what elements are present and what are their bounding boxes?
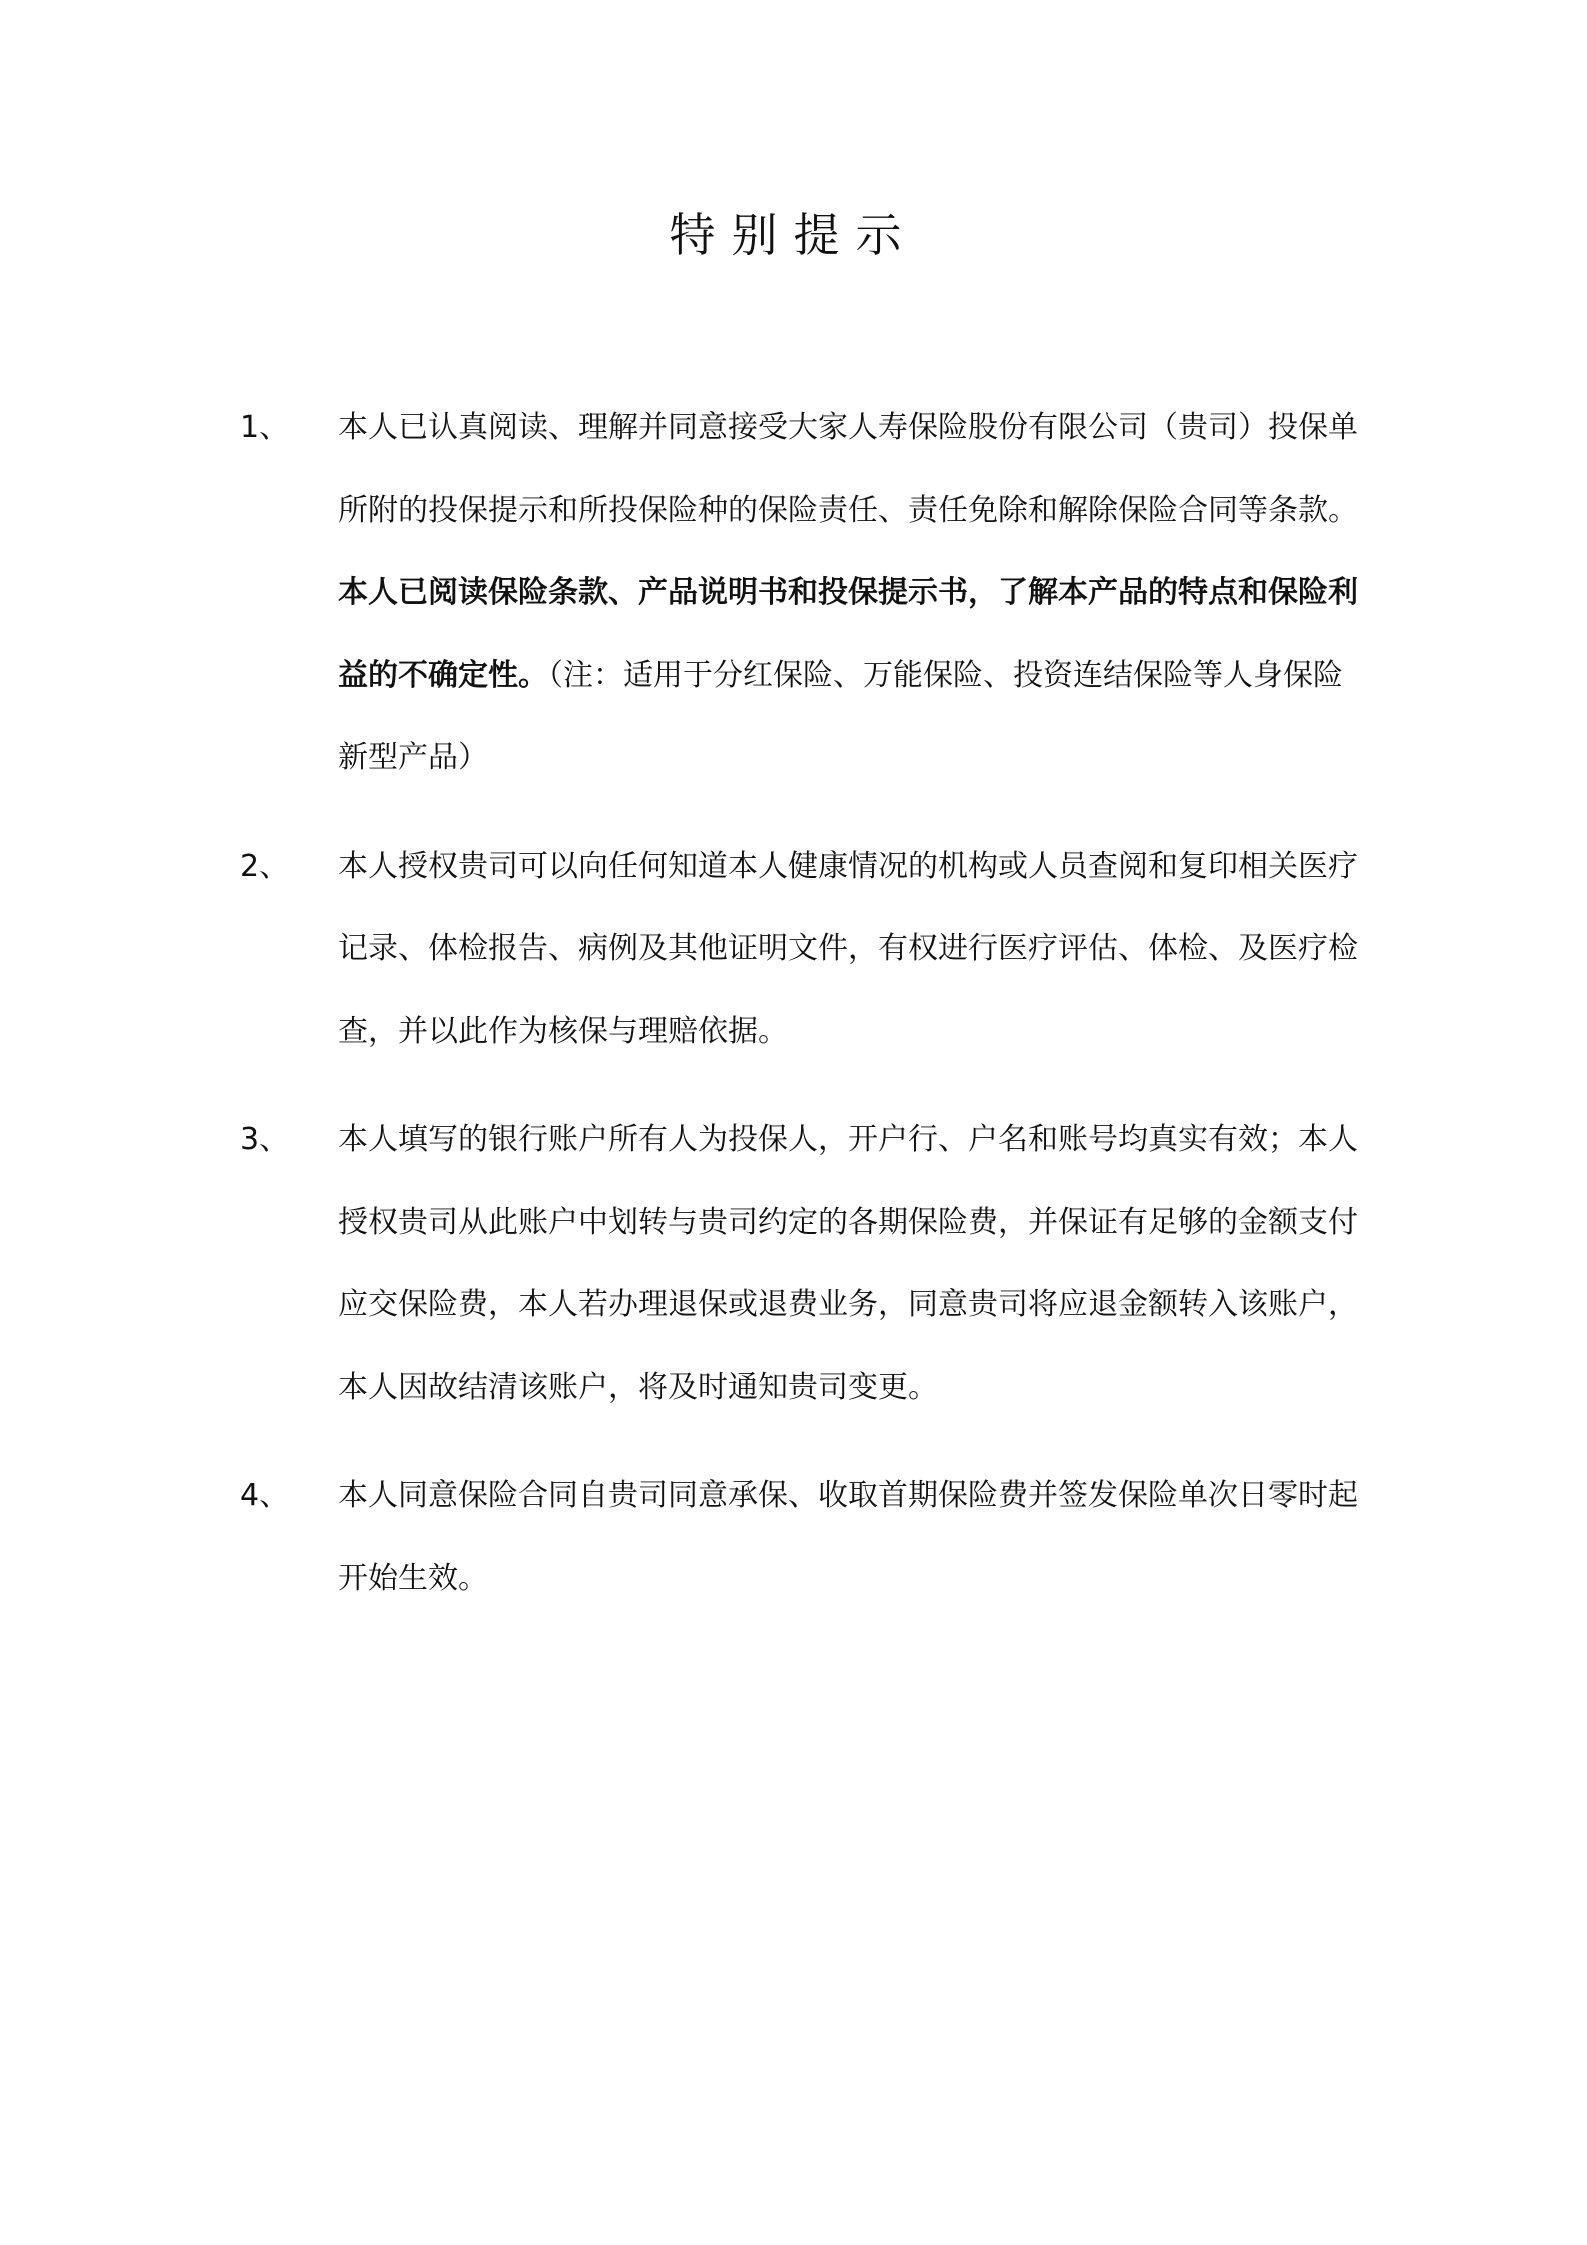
item-number: 4、: [240, 1478, 290, 1513]
item-number: 3、: [240, 1122, 290, 1157]
notice-list: [240, 387, 1370, 1620]
item-text-regular: 本人已认真阅读、理解并同意接受大家人寿保险股份有限公司（贵司）投保单所附的投保提示和所投保险种的保险责任、责任免除和解除保险合同等条款。: [338, 410, 1358, 528]
item-text-bold: 本人已阅读保险条款、产品说明书和投保提示书，了解本产品的特点和保险利益的不确定性。: [338, 575, 1358, 693]
notice-item-1: [240, 387, 1370, 800]
item-number: 1、: [240, 410, 290, 445]
item-text: [338, 387, 1370, 800]
item-text: 本人同意保险合同自贵司同意承保、收取首期保险费并签发保险单次日零时起开始生效。: [338, 1478, 1358, 1596]
notice-item-4: [240, 1455, 1370, 1620]
page-title: 特别提示: [669, 208, 918, 262]
notice-item-3: [240, 1099, 1370, 1429]
item-text-note: （注：适用于分红保险、万能保险、投资连结保险等人身保险新型产品）: [338, 657, 1343, 775]
item-text: 本人授权贵司可以向任何知道本人健康情况的机构或人员查阅和复印相关医疗记录、体检报告、病例及其他证明文件，有权进行医疗评估、体检、及医疗检查，并以此作为核保与理赔依据。: [338, 848, 1358, 1049]
notice-item-2: [240, 826, 1370, 1074]
item-number: 2、: [240, 848, 290, 884]
item-text: 本人填写的银行账户所有人为投保人，开户行、户名和账号均真实有效；本人授权贵司从此账户中划转与贵司约定的各期保险费，并保证有足够的金额支付应交保险费，本人若办理退保或退费业务，同意贵司将应退金额转入该账户，本人因故结清该账户，将及时通知贵司变更。: [338, 1122, 1358, 1405]
